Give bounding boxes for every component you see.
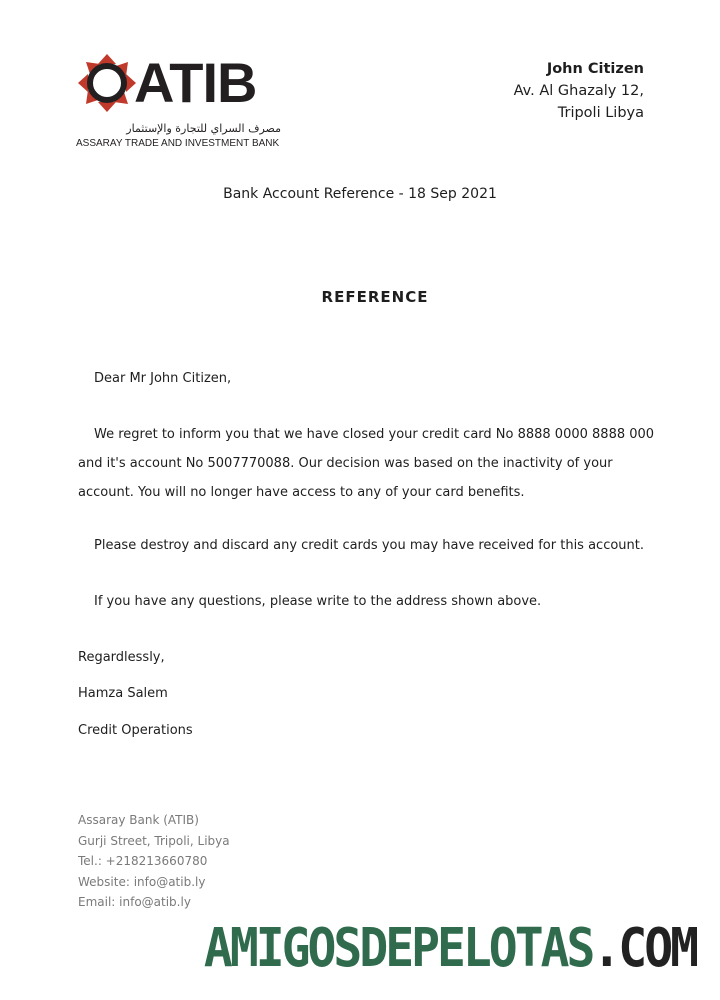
bank-contact-footer [78, 810, 230, 913]
footer-phone: Tel.: +218213660780 [78, 854, 208, 868]
bank-logo [76, 52, 296, 152]
site-watermark [204, 912, 696, 984]
bank-name-english: ASSARAY TRADE AND INVESTMENT BANK [76, 138, 280, 149]
footer-email: Email: info@atib.ly [78, 895, 191, 909]
letter-subject: Bank Account Reference - 18 Sep 2021 [223, 186, 497, 202]
recipient-address [514, 58, 644, 124]
recipient-address-line2: Tripoli Libya [557, 105, 644, 121]
logo-wordmark: ATIB [134, 51, 257, 114]
recipient-name: John Citizen [546, 61, 644, 77]
signer-name: Hamza Salem [78, 686, 168, 701]
atib-emblem-icon [76, 52, 138, 114]
closing: Regardlessly, [78, 650, 165, 665]
footer-street: Gurji Street, Tripoli, Libya [78, 833, 230, 848]
watermark-main: AMIGOSDEPELOTAS [203, 916, 593, 980]
paragraph-closure-notice: We regret to inform you that we have closed your credit card No 8888 0000 8888 000 and it's account No 5007770088. Our decision was based on the inactivity of your account. You will no longer have access to any of your card benefits. [78, 427, 655, 500]
salutation: Dear Mr John Citizen, [94, 371, 232, 386]
paragraph-destroy-cards: Please destroy and discard any credit cards you may have received for this account. [94, 538, 645, 553]
footer-bank-name: Assaray Bank (ATIB) [78, 813, 199, 827]
paragraph-questions: If you have any questions, please write to the address shown above. [94, 594, 542, 609]
letter-heading: REFERENCE [321, 288, 429, 306]
bank-name-arabic: مصرف السراي للتجارة والإستثمار [126, 122, 281, 135]
footer-website: Website: info@atib.ly [78, 874, 206, 889]
recipient-address-line1: Av. Al Ghazaly 12, [513, 83, 644, 99]
watermark-suffix: .COM [592, 916, 696, 980]
signer-department: Credit Operations [78, 723, 193, 738]
